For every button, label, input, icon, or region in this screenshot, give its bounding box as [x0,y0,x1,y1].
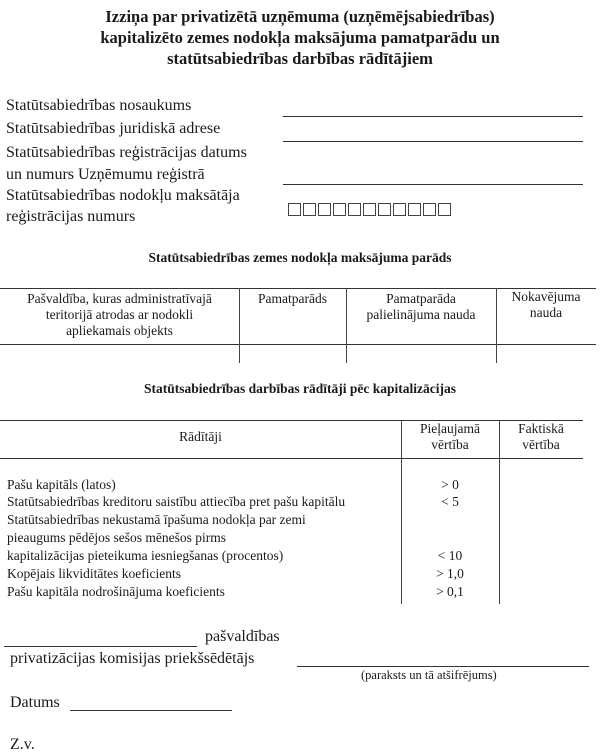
digit-box[interactable] [408,203,421,216]
allowed-value: > 0,1 [436,584,464,599]
header-line: Faktiskā [518,421,564,436]
indicator-row-property-tax-line-1: Statūtsabiedrības nekustamā īpašuma nodokļa par zemi [7,512,306,527]
indicators-header-actual [499,421,583,453]
digit-box[interactable] [378,203,391,216]
indicators-table-title: Statūtsabiedrības darbības rādītāji pēc kapitalizācijas [143,381,457,396]
indicator-row-equity: Pašu kapitāls (latos) [7,477,116,492]
debt-cell-principal-increase[interactable] [347,346,495,362]
actual-value-input[interactable] [500,584,582,600]
digit-box[interactable] [363,203,376,216]
indicators-header-indicator [0,429,401,445]
header-line: Pašvaldība, kuras administratīvajā [27,291,212,306]
taxpayer-number-label-line-2: reģistrācijas numurs [6,208,136,225]
signature-field[interactable] [297,666,589,667]
header-line: nauda [529,305,563,320]
digit-box[interactable] [318,203,331,216]
digit-box[interactable] [438,203,451,216]
indicator-row-property-tax-line-3: kapitalizācijas pieteikuma iesniegšanas (procentos) [7,548,284,563]
digit-box[interactable] [393,203,406,216]
company-name-label: Statūtsabiedrības nosaukums [6,97,192,114]
digit-box[interactable] [303,203,316,216]
chair-label: privatizācijas komisijas priekšsēdētājs [10,650,255,667]
title-line-3: statūtsabiedrības darbības rādītājiem [167,49,433,68]
title-line-2: kapitalizēto zemes nodokļa maksājuma pamatparādu un [100,28,500,47]
registration-date-number-field[interactable] [283,184,583,185]
indicator-row-property-tax-line-2: pieaugums pēdējos sešos mēnešos pirms [7,530,226,545]
municipality-name-field[interactable] [4,646,197,647]
digit-box[interactable] [333,203,346,216]
header-line: Pamatparāds [258,291,327,306]
signature-caption: (paraksts un tā atšifrējums) [361,668,497,682]
stamp-label: Z.v. [10,736,35,753]
actual-value-input[interactable] [500,477,582,493]
debt-header-municipality [0,291,239,339]
debt-cell-municipality[interactable] [0,346,238,362]
municipality-suffix: pašvaldības [205,628,280,645]
debt-header-late-fee [496,289,596,321]
allowed-value: < 10 [437,548,463,563]
indicators-header-allowed [401,421,499,453]
allowed-value: > 1,0 [436,566,464,581]
header-line: Nokavējuma [511,289,581,304]
legal-address-label: Statūtsabiedrības juridiskā adrese [6,120,221,137]
debt-cell-late-fee[interactable] [497,346,595,362]
indicator-row-liquidity: Kopējais likviditātes koeficients [7,566,181,581]
debt-header-principal [239,291,346,307]
actual-value-input[interactable] [500,548,582,564]
registration-date-label-line-2: un numurs Uzņēmumu reģistrā [6,166,205,183]
indicators-table-header-border [0,458,583,459]
header-line: Pieļaujamā [420,421,480,436]
allowed-value: < 5 [441,494,459,509]
header-line: vērtība [522,437,560,452]
header-line: palielinājuma nauda [366,307,476,322]
date-label: Datums [10,694,60,711]
debt-table-header-border [0,344,596,345]
header-line: Rādītāji [179,429,222,444]
indicator-row-equity-coverage: Pašu kapitāla nodrošinājuma koeficients [7,584,225,599]
header-line: vērtība [431,437,469,452]
actual-value-input[interactable] [500,566,582,582]
header-line: apliekamais objekts [66,323,173,338]
date-field[interactable] [70,710,232,711]
document-title [0,6,600,69]
company-name-field[interactable] [283,116,583,117]
header-line: Pamatparāda [386,291,456,306]
header-line: teritorijā atrodas ar nodokli [45,307,194,322]
digit-box[interactable] [288,203,301,216]
taxpayer-number-boxes[interactable] [288,203,451,216]
debt-table-title: Statūtsabiedrības zemes nodokļa maksājuma parāds [148,250,452,265]
debt-header-principal-increase [346,291,496,323]
debt-cell-principal[interactable] [240,346,345,362]
actual-value-input[interactable] [500,494,582,510]
allowed-value: > 0 [441,477,459,492]
title-line-1: Izziņa par privatizētā uzņēmuma (uzņēmējsabiedrības) [105,7,495,26]
digit-box[interactable] [423,203,436,216]
taxpayer-number-label-line-1: Statūtsabiedrības nodokļu maksātāja [6,187,240,204]
digit-box[interactable] [348,203,361,216]
legal-address-field[interactable] [283,141,583,142]
indicator-row-creditor-ratio: Statūtsabiedrības kreditoru saistību attiecība pret pašu kapitālu [7,494,346,509]
registration-date-label-line-1: Statūtsabiedrības reģistrācijas datums [6,144,247,161]
